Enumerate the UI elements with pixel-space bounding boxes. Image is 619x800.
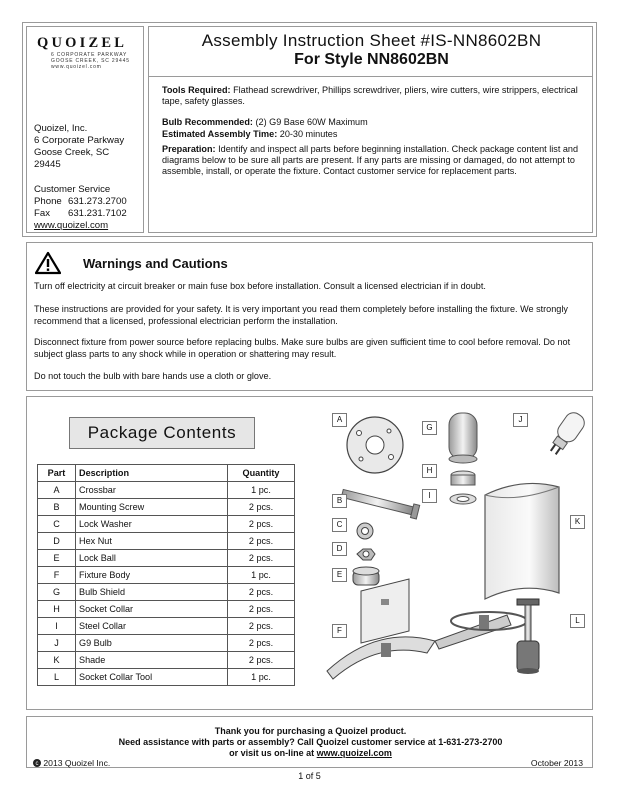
tools-label: Tools Required: [162,85,231,95]
logo-web: www.quoizel.com [51,64,102,70]
part-letter: F [38,567,76,584]
company-name: Quoizel, Inc. [34,123,88,134]
column-header-part: Part [38,465,76,482]
table-row [38,652,295,669]
diagram-label-i: I [422,489,437,503]
diagram-label-b: B [332,494,347,508]
prep-label: Preparation: [162,144,216,154]
part-description: Bulb Shield [76,584,228,601]
bulb-recommended [162,117,582,128]
part-description: Mounting Screw [76,499,228,516]
diagram-label-e: E [332,568,347,582]
page-number: 1 of 5 [298,771,321,781]
copyright-icon [33,759,41,767]
assistance-text: Need assistance with parts or assembly? Call Quoizel customer service at 1-631-273-2700 [118,737,503,747]
prep-text: Identify and inspect all parts before beginning installation. Check package content list and diagrams below to be sure all parts are present. If any parts are missing or damaged, do not attempt to assemble, install, or operate the fixture. Contact customer service for replacement parts. [162,144,579,177]
footer-section [26,716,593,768]
fax-number: 631.231.7102 [68,208,127,219]
part-description: Socket Collar Tool [76,669,228,686]
company-city: Goose Creek, SC [34,147,110,158]
diagram-label-g: G [422,421,437,435]
part-description: Socket Collar [76,601,228,618]
tools-text: Flathead screwdriver, Phillips screwdriver, pliers, wire cutters, wire strippers, electrical tape, safety glasses. [162,85,578,107]
title-panel [148,26,593,233]
socket-collar-drawing [451,471,475,485]
lock-washer-drawing [357,523,373,539]
warning-paragraph: Disconnect fixture from power source before replacing bulbs. Make sure bulbs are given sufficient time to cool before removal. Do not subject glass parts to any shock while in operation or shattering may result. [34,337,571,359]
part-quantity: 1 pc. [228,669,295,686]
parts-illustration [317,403,589,703]
part-letter: K [38,652,76,669]
phone-number: 631.273.2700 [68,196,127,207]
company-street: 6 Corporate Parkway [34,135,125,146]
svg-text:c: c [35,761,39,767]
table-row [38,533,295,550]
fax-label: Fax [34,208,50,219]
preparation [162,144,582,178]
part-letter: E [38,550,76,567]
part-description: Crossbar [76,482,228,499]
company-website-link[interactable]: www.quoizel.com [34,220,109,231]
warnings-section [26,242,593,391]
part-quantity: 2 pcs. [228,635,295,652]
part-quantity: 2 pcs. [228,601,295,618]
logo-address-line2: GOOSE CREEK, SC 29445 [51,58,130,64]
package-contents-title: Package Contents [69,417,255,449]
table-row [38,567,295,584]
part-quantity: 2 pcs. [228,516,295,533]
table-row [38,516,295,533]
part-letter: C [38,516,76,533]
part-quantity: 1 pc. [228,482,295,499]
part-quantity: 2 pcs. [228,618,295,635]
warning-paragraph: Do not touch the bulb with bare hands use a cloth or glove. [34,371,272,381]
diagram-label-a: A [332,413,347,427]
part-quantity: 2 pcs. [228,652,295,669]
diagram-label-f: F [332,624,347,638]
diagram-label-h: H [422,464,437,478]
quoizel-logo [37,35,137,70]
table-row [38,550,295,567]
title-divider [149,76,592,77]
bulb-shield-drawing [449,413,477,463]
warning-paragraph: These instructions are provided for your safety. It is very important you read them completely before installing the fixture. We strongly recommend that a licensed, professional electrician perform the installation. [34,304,568,326]
copyright [33,758,110,768]
part-quantity: 1 pc. [228,567,295,584]
visit-prefix: or visit us on-line at [229,748,317,758]
tools-required [162,85,582,107]
style-subtitle: For Style NN8602BN [294,51,449,68]
table-header-row [38,465,295,482]
part-letter: D [38,533,76,550]
table-row [38,482,295,499]
crossbar-drawing [347,417,403,473]
customer-service-label: Customer Service [34,184,111,195]
package-contents-section [26,396,593,710]
thank-you-text: Thank you for purchasing a Quoizel product. [214,726,407,736]
table-row [38,499,295,516]
warning-paragraph: Turn off electricity at circuit breaker or main fuse box before installation. Consult a licensed electrician if in doubt. [34,281,486,291]
part-description: Lock Washer [76,516,228,533]
part-quantity: 2 pcs. [228,550,295,567]
diagram-label-k: K [570,515,585,529]
part-letter: I [38,618,76,635]
part-letter: G [38,584,76,601]
part-letter: A [38,482,76,499]
g9-bulb-drawing [545,409,588,458]
hex-nut-drawing [357,549,375,560]
footer-website-link[interactable]: www.quoizel.com [316,748,392,758]
table-row [38,601,295,618]
phone-label: Phone [34,196,62,207]
shade-drawing [485,483,559,599]
copyright-text: 2013 Quoizel Inc. [43,758,111,768]
column-header-description: Description [76,465,228,482]
time-label: Estimated Assembly Time: [162,129,278,139]
mounting-screw-drawing [341,487,420,519]
bulb-label: Bulb Recommended: [162,117,253,127]
table-row [38,635,295,652]
diagram-label-l: L [570,614,585,628]
table-row [38,669,295,686]
socket-collar-tool-drawing [517,599,539,674]
assembly-time [162,129,582,140]
document-date: October 2013 [530,758,583,768]
warnings-title: Warnings and Cautions [83,256,228,271]
part-letter: H [38,601,76,618]
lock-ball-drawing [353,567,379,585]
part-description: Fixture Body [76,567,228,584]
column-header-quantity: Quantity [228,465,295,482]
diagram-label-d: D [332,542,347,556]
part-quantity: 2 pcs. [228,499,295,516]
part-description: Hex Nut [76,533,228,550]
part-description: Steel Collar [76,618,228,635]
diagram-label-j: J [513,413,528,427]
page-title: Assembly Instruction Sheet #IS-NN8602BN [201,31,542,50]
parts-table [37,464,295,686]
part-letter: L [38,669,76,686]
company-contact [34,123,127,232]
part-quantity: 2 pcs. [228,584,295,601]
visit-online-text [27,748,594,758]
steel-collar-drawing [450,494,476,504]
warning-triangle-icon [35,251,61,275]
table-row [38,584,295,601]
part-description: Shade [76,652,228,669]
diagram-label-c: C [332,518,347,532]
logo-wordmark: QUOIZEL [37,35,128,51]
logo-address-line1: 6 CORPORATE PARKWAY [51,52,128,58]
time-text: 20-30 minutes [279,129,338,139]
part-letter: J [38,635,76,652]
table-row [38,618,295,635]
part-letter: B [38,499,76,516]
part-quantity: 2 pcs. [228,533,295,550]
bulb-text: (2) G9 Base 60W Maximum [255,117,368,127]
company-zip: 29445 [34,159,61,170]
part-description: G9 Bulb [76,635,228,652]
company-panel [26,26,144,233]
part-description: Lock Ball [76,550,228,567]
